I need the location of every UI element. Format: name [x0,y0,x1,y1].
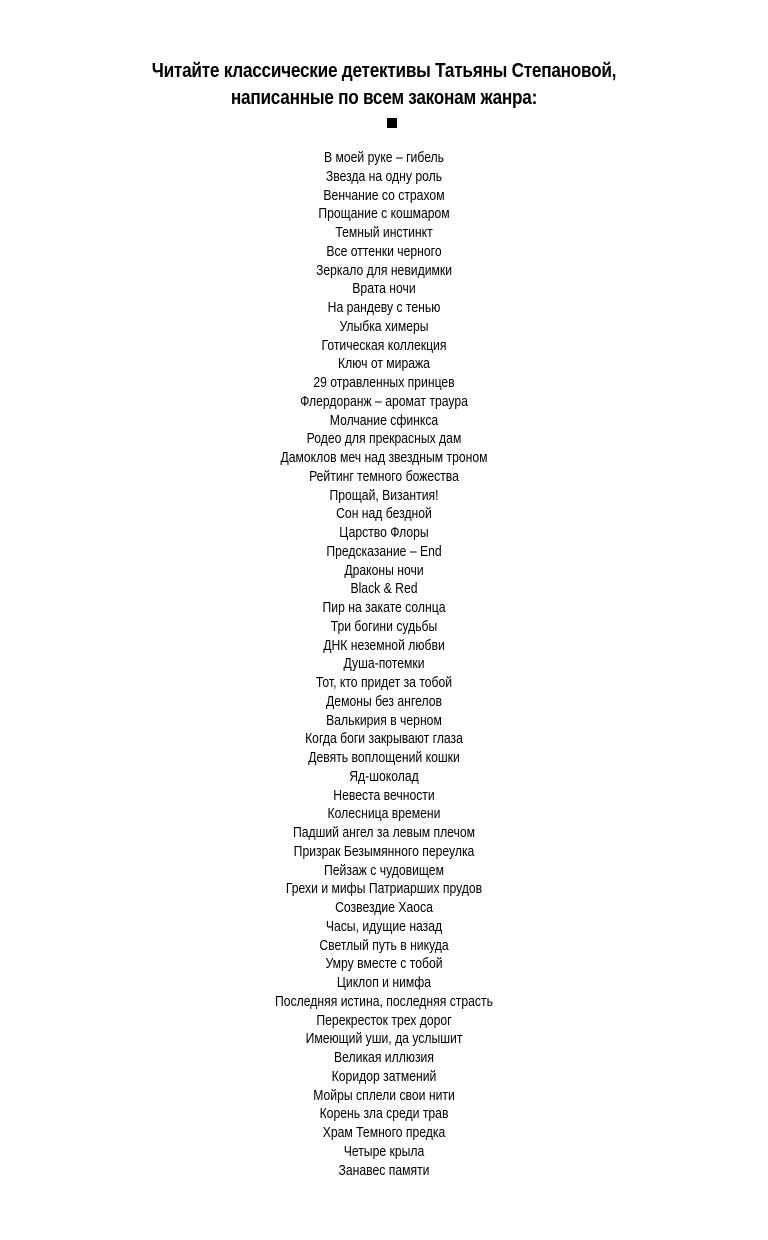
book-titles-list [61,149,706,1180]
book-title-item: Black & Red [350,581,418,598]
book-title-item: 29 отравленных принцев [313,375,455,391]
book-title-item: Три богини судьбы [330,618,438,635]
book-title-item: Корень зла среди трав [319,1106,449,1123]
book-title-item: Все оттенки черного [326,243,442,260]
book-title-item: Прощание с кошмаром [318,206,450,223]
book-title-item: Демоны без ангелов [326,693,442,710]
book-title-item: Валькирия в черном [326,712,442,729]
book-title-item: Флердоранж – аромат траура [300,393,468,410]
book-title-item: На рандеву с тенью [327,300,441,316]
heading-line-1: Читайте классические детективы Татьяны Степановой, [151,60,617,82]
book-title-item: Темный инстинкт [335,225,433,241]
book-title-item: Врата ночи [352,281,416,298]
book-title-item: Пейзаж с чудовищем [324,862,444,879]
book-title-item: Ключ от миража [338,356,430,373]
book-title-item: Имеющий уши, да услышит [305,1031,463,1048]
book-title-item: Улыбка химеры [339,318,429,335]
book-title-item: Мойры сплели свои нити [313,1087,455,1104]
book-title-item: Девять воплощений кошки [308,750,460,766]
book-title-item: Часы, идущие назад [325,918,443,935]
book-title-item: Сон над бездной [336,506,432,523]
book-title-item: Умру вместе с тобой [325,956,443,973]
book-title-item: Яд-шоколад [349,768,419,785]
book-title-item: Дамоклов меч над звездным троном [280,450,488,466]
book-title-item: Великая иллюзия [334,1050,434,1066]
book-title-item: Прощай, Византия! [329,487,439,504]
book-title-item: Душа-потемки [343,656,425,673]
book-title-item: Последняя истина, последняя страсть [275,993,493,1010]
book-title-item: Венчание со страхом [323,187,445,204]
book-title-item: Родео для прекрасных дам [306,431,462,448]
book-title-item: Готическая коллекция [321,337,447,354]
book-title-item: Созвездие Хаоса [335,900,433,916]
book-title-item: Пир на закате солнца [322,600,446,616]
square-ornament-icon [387,118,397,128]
book-title-item: Молчание сфинкса [329,412,439,429]
book-title-item: ДНК неземной любви [323,637,445,654]
book-title-item: В моей руке – гибель [323,150,445,166]
book-title-item: Светлый путь в никуда [319,937,449,954]
book-title-item: Колесница времени [327,806,441,823]
book-title-item: Царство Флоры [339,525,429,541]
book-title-item: Драконы ночи [344,562,424,579]
book-title-item: Циклоп и нимфа [336,975,432,991]
book-title-item: Зеркало для невидимки [315,262,453,279]
book-title-item: Когда боги закрывают глаза [305,731,463,748]
book-title-item: Коридор затмений [331,1068,437,1085]
book-title-item: Занавес памяти [338,1162,430,1179]
page-heading [54,58,714,112]
book-title-item: Призрак Безымянного переулка [293,843,475,860]
book-title-item: Падший ангел за левым плечом [292,825,476,841]
book-title-item: Храм Темного предка [322,1125,446,1141]
book-title-item: Рейтинг темного божества [309,468,459,485]
book-title-item: Четыре крыла [343,1143,425,1160]
heading-line-2: написанные по всем законам жанра: [230,87,538,109]
book-title-item: Предсказание – End [326,543,442,560]
book-title-item: Невеста вечности [333,787,435,804]
book-title-item: Тот, кто придет за тобой [315,675,453,691]
book-title-item: Звезда на одну роль [325,168,443,185]
book-title-item: Перекресток трех дорог [316,1012,452,1029]
book-title-item: Грехи и мифы Патриарших прудов [285,881,483,898]
